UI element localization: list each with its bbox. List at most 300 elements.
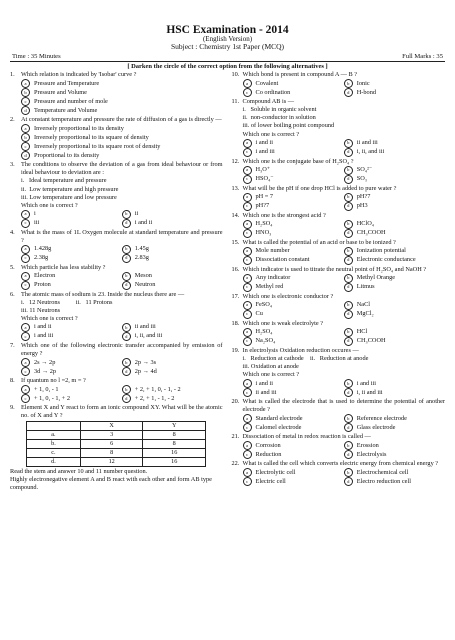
- answer-option-text: pH?7: [255, 202, 270, 210]
- answer-option[interactable]: [122, 281, 223, 290]
- answer-bubble[interactable]: b: [344, 139, 353, 148]
- question-item: [232, 293, 446, 319]
- answer-option[interactable]: [21, 97, 223, 106]
- question-number: 1.: [10, 71, 15, 79]
- exam-meta-row: [10, 53, 445, 62]
- question-number: 6.: [10, 290, 15, 298]
- answer-bubble[interactable]: b: [21, 88, 30, 97]
- question-statement: iii. Oxidation at anode: [242, 362, 299, 370]
- answer-bubble[interactable]: d: [344, 450, 353, 459]
- answer-bubble[interactable]: d: [122, 281, 131, 290]
- answer-option-text: 3d → 2p: [34, 367, 57, 375]
- answer-option[interactable]: [243, 310, 344, 319]
- answer-option[interactable]: [21, 367, 122, 376]
- question-item: [10, 342, 223, 376]
- answer-bubble[interactable]: a: [21, 124, 30, 133]
- question-stem: [10, 161, 223, 177]
- answer-bubble[interactable]: c: [243, 256, 252, 265]
- answer-option[interactable]: [21, 332, 122, 341]
- answer-bubble[interactable]: c: [243, 477, 252, 486]
- answer-option-text: Electron: [34, 272, 56, 280]
- answer-option[interactable]: [243, 283, 344, 292]
- answer-bubble[interactable]: a: [243, 220, 252, 229]
- answer-option-text: Pressure and number of mole: [34, 97, 108, 105]
- answer-option-text: H₃O⁺: [255, 166, 271, 174]
- answer-option[interactable]: [21, 142, 223, 151]
- answer-option[interactable]: [122, 323, 223, 332]
- table-cell: d.: [27, 458, 81, 467]
- answer-bubble[interactable]: b: [344, 328, 353, 337]
- answer-bubble[interactable]: a: [21, 272, 30, 281]
- question-item: [232, 239, 446, 265]
- answer-options: [232, 301, 446, 319]
- answer-bubble[interactable]: d: [344, 229, 353, 238]
- answer-option[interactable]: [243, 337, 344, 346]
- answer-option[interactable]: [243, 379, 344, 388]
- answer-option-text: Pressure and Volume: [34, 88, 87, 96]
- table-header-cell: X: [80, 422, 143, 431]
- answer-options: [232, 139, 446, 157]
- answer-option-text: pH = 7: [255, 193, 274, 201]
- answer-bubble[interactable]: d: [122, 254, 131, 263]
- answer-option[interactable]: [243, 229, 344, 238]
- question-stem: [232, 98, 446, 106]
- atomic-number-table: [26, 421, 206, 467]
- answer-bubble[interactable]: a: [243, 441, 252, 450]
- answer-bubble[interactable]: b: [344, 379, 353, 388]
- answer-bubble[interactable]: b: [122, 358, 131, 367]
- answer-bubble[interactable]: b: [344, 166, 353, 175]
- question-number: 3.: [10, 161, 15, 169]
- answer-bubble[interactable]: b: [344, 441, 353, 450]
- answer-option[interactable]: [243, 175, 344, 184]
- answer-bubble[interactable]: b: [122, 385, 131, 394]
- answer-options: [232, 220, 446, 238]
- answer-bubble[interactable]: a: [21, 323, 30, 332]
- answer-bubble[interactable]: d: [21, 151, 30, 160]
- answer-option[interactable]: [344, 301, 445, 310]
- answer-bubble[interactable]: b: [344, 274, 353, 283]
- answer-options: [232, 274, 446, 292]
- answer-option-text: Covalent: [255, 79, 279, 87]
- answer-option[interactable]: [344, 423, 445, 432]
- question-text: The conditions to observe the deviation of a gas from ideal behaviour or from ideal behaviour to deviation are :: [21, 161, 223, 177]
- answer-bubble[interactable]: c: [243, 88, 252, 97]
- answer-option-text: i and iii: [255, 148, 275, 156]
- answer-bubble[interactable]: c: [243, 202, 252, 211]
- question-number: 2.: [10, 116, 15, 124]
- answer-option-text: + 2, + 1, - 1, - 2: [134, 394, 175, 402]
- answer-option-text: FeSO₄: [255, 301, 273, 309]
- answer-bubble[interactable]: b: [122, 323, 131, 332]
- answer-option[interactable]: [344, 88, 445, 97]
- answer-bubble[interactable]: d: [344, 388, 353, 397]
- question-prompt: Which one is correct ?: [21, 201, 78, 209]
- answer-option-text: H-bond: [356, 88, 376, 96]
- table-cell: a.: [27, 431, 81, 440]
- answer-option[interactable]: [344, 283, 445, 292]
- answer-option-text: ii and iii: [255, 388, 277, 396]
- answer-option-text: Inversely proportional to its density: [34, 124, 124, 132]
- answer-option[interactable]: [344, 220, 445, 229]
- answer-bubble[interactable]: c: [243, 148, 252, 157]
- answer-option[interactable]: [344, 193, 445, 202]
- question-text: What is the mass of 1L Oxygen molecule at standard temperature and pressure ?: [21, 228, 223, 244]
- question-item: [232, 98, 446, 156]
- answer-option[interactable]: [243, 477, 344, 486]
- answer-bubble[interactable]: b: [344, 468, 353, 477]
- answer-option-text: i, ii, and iii: [356, 148, 385, 156]
- answer-bubble[interactable]: a: [243, 414, 252, 423]
- question-item: [232, 347, 446, 397]
- question-stem: [232, 71, 446, 79]
- answer-option[interactable]: [21, 272, 122, 281]
- answer-options: [10, 245, 223, 263]
- answer-option[interactable]: [243, 414, 344, 423]
- answer-bubble[interactable]: a: [21, 210, 30, 219]
- question-statement: i. Ideal temperature and pressure: [21, 177, 107, 185]
- answer-bubble[interactable]: b: [122, 210, 131, 219]
- answer-option-text: Any indicator: [255, 274, 291, 282]
- question-item: [232, 158, 446, 184]
- answer-bubble[interactable]: a: [243, 247, 252, 256]
- exam-marks: Full Marks : 35: [402, 53, 443, 61]
- answer-option[interactable]: [243, 79, 344, 88]
- answer-options: [232, 379, 446, 397]
- answer-bubble[interactable]: d: [344, 423, 353, 432]
- answer-option[interactable]: [344, 175, 445, 184]
- answer-option[interactable]: [344, 441, 445, 450]
- question-stem: [232, 239, 446, 247]
- table-row: [27, 440, 206, 449]
- answer-option[interactable]: [344, 274, 445, 283]
- question-stem: [10, 229, 223, 245]
- answer-option[interactable]: [21, 281, 122, 290]
- question-text: Which one is the conjugate base of H₂SO₄ ?: [242, 157, 354, 165]
- stem-passage: Read the stem and answer 10 and 11 number question.: [10, 468, 148, 476]
- answer-option[interactable]: [122, 367, 223, 376]
- answer-bubble[interactable]: c: [243, 450, 252, 459]
- answer-option[interactable]: [344, 337, 445, 346]
- question-text: What is called the cell which converts electric energy from chemical energy ?: [242, 460, 439, 468]
- answer-options: [10, 124, 223, 160]
- question-stem: [232, 433, 446, 441]
- table-header-cell: Y: [143, 422, 206, 431]
- answer-bubble[interactable]: b: [344, 247, 353, 256]
- answer-option[interactable]: [243, 328, 344, 337]
- answer-bubble[interactable]: c: [243, 175, 252, 184]
- answer-options: [232, 247, 446, 265]
- question-statement: i. Reduction at cathode ii. Reduction at anode: [242, 354, 369, 362]
- answer-bubble[interactable]: a: [21, 358, 30, 367]
- answer-options: [10, 272, 223, 290]
- answer-option[interactable]: [21, 358, 122, 367]
- answer-option-text: SO₄²⁻: [356, 166, 373, 174]
- answer-option-text: CH₃COOH: [356, 337, 386, 345]
- answer-option[interactable]: [344, 414, 445, 423]
- answer-option[interactable]: [243, 148, 344, 157]
- table-header-row: [27, 422, 206, 431]
- answer-option[interactable]: [344, 256, 445, 265]
- question-item: [10, 404, 223, 420]
- answer-option[interactable]: [243, 274, 344, 283]
- answer-bubble[interactable]: c: [243, 388, 252, 397]
- table-cell: 6: [80, 440, 143, 449]
- answer-bubble[interactable]: d: [344, 337, 353, 346]
- question-text: Which relation is indicated by 'Isobar' curve ?: [21, 71, 137, 79]
- answer-option[interactable]: [21, 219, 122, 228]
- answer-option-text: 1.45g: [134, 245, 149, 253]
- answer-option[interactable]: [344, 79, 445, 88]
- answer-option-text: CH₃COOH: [356, 229, 386, 237]
- question-stem: [232, 347, 446, 355]
- answer-bubble[interactable]: c: [243, 423, 252, 432]
- answer-option-text: Inversely proportional to its square root of density: [34, 142, 161, 150]
- answer-options: [232, 166, 446, 184]
- answer-option[interactable]: [243, 202, 344, 211]
- table-cell: b.: [27, 440, 81, 449]
- exam-title: HSC Examination - 2014: [166, 24, 289, 36]
- answer-option[interactable]: [243, 220, 344, 229]
- answer-option[interactable]: [21, 88, 223, 97]
- answer-option[interactable]: [21, 210, 122, 219]
- question-number: 8.: [10, 377, 15, 385]
- answer-option[interactable]: [344, 328, 445, 337]
- answer-option[interactable]: [243, 441, 344, 450]
- answer-bubble[interactable]: b: [344, 220, 353, 229]
- answer-bubble[interactable]: d: [122, 367, 131, 376]
- answer-bubble[interactable]: c: [21, 254, 30, 263]
- answer-option[interactable]: [122, 245, 223, 254]
- answer-option[interactable]: [21, 245, 122, 254]
- answer-option-text: i and ii: [34, 323, 52, 331]
- question-item: [10, 229, 223, 263]
- answer-options: [10, 385, 223, 403]
- answer-bubble[interactable]: a: [243, 301, 252, 310]
- answer-option[interactable]: [344, 229, 445, 238]
- question-text: Which one is electronic conductor ?: [242, 292, 334, 300]
- question-text: In electrolysis Oxidation reduction occures —: [242, 346, 359, 354]
- question-statement: ii. non-conductor in solution: [242, 114, 316, 122]
- answer-option[interactable]: [344, 450, 445, 459]
- answer-option-text: Mole number: [255, 247, 290, 255]
- answer-bubble[interactable]: c: [21, 219, 30, 228]
- answer-option[interactable]: [21, 394, 122, 403]
- answer-option[interactable]: [243, 193, 344, 202]
- answer-option-text: NaCl: [356, 301, 371, 309]
- table-row: [27, 449, 206, 458]
- question-number: 16.: [231, 265, 240, 273]
- answer-bubble[interactable]: a: [21, 245, 30, 254]
- answer-option-text: ii: [134, 210, 139, 218]
- answer-bubble[interactable]: c: [243, 337, 252, 346]
- question-text: Which one is the strongest acid ?: [242, 211, 326, 219]
- answer-option-text: ii and iii: [134, 323, 156, 331]
- answer-option[interactable]: [122, 254, 223, 263]
- answer-bubble[interactable]: a: [243, 274, 252, 283]
- question-item: [10, 291, 223, 341]
- answer-bubble[interactable]: c: [243, 229, 252, 238]
- question-text: What is called the potential of an acid or base to be ionized ?: [242, 238, 396, 246]
- answer-bubble[interactable]: c: [21, 394, 30, 403]
- answer-bubble[interactable]: a: [243, 139, 252, 148]
- question-text: Which particle has less stability ?: [21, 263, 106, 271]
- answer-bubble[interactable]: c: [243, 283, 252, 292]
- answer-bubble[interactable]: d: [344, 310, 353, 319]
- answer-option[interactable]: [243, 388, 344, 397]
- answer-bubble[interactable]: b: [21, 133, 30, 142]
- table-cell: c.: [27, 449, 81, 458]
- answer-bubble[interactable]: d: [344, 148, 353, 157]
- answer-bubble[interactable]: b: [122, 245, 131, 254]
- answer-bubble[interactable]: d: [344, 175, 353, 184]
- table-cell: 12: [80, 458, 143, 467]
- answer-option[interactable]: [344, 468, 445, 477]
- answer-option[interactable]: [122, 332, 223, 341]
- answer-bubble[interactable]: c: [21, 97, 30, 106]
- answer-bubble[interactable]: a: [243, 379, 252, 388]
- answer-options: [232, 441, 446, 459]
- answer-option[interactable]: [122, 394, 223, 403]
- question-number: 14.: [231, 211, 240, 219]
- answer-bubble[interactable]: c: [21, 281, 30, 290]
- question-text: Dissociation of metal in redox reaction is called —: [242, 433, 371, 441]
- answer-option[interactable]: [122, 358, 223, 367]
- answer-option-text: i, ii, and iii: [134, 332, 163, 340]
- answer-option[interactable]: [344, 477, 445, 486]
- question-number: 19.: [231, 346, 240, 354]
- answer-option[interactable]: [21, 133, 223, 142]
- answer-bubble[interactable]: d: [344, 477, 353, 486]
- answer-option[interactable]: [243, 139, 344, 148]
- answer-option[interactable]: [344, 202, 445, 211]
- answer-option[interactable]: [21, 79, 223, 88]
- question-number: 22.: [231, 460, 240, 468]
- question-number: 18.: [231, 319, 240, 327]
- question-text: Which bond is present in compound A — B ?: [242, 71, 358, 79]
- answer-bubble[interactable]: b: [122, 272, 131, 281]
- answer-option[interactable]: [21, 151, 223, 160]
- answer-option-text: pH3: [356, 202, 368, 210]
- answer-option[interactable]: [122, 385, 223, 394]
- answer-option-text: Na₂SO₄: [255, 337, 276, 345]
- answer-bubble[interactable]: d: [344, 256, 353, 265]
- answer-option[interactable]: [122, 219, 223, 228]
- answer-option[interactable]: [21, 106, 223, 115]
- answer-option[interactable]: [21, 124, 223, 133]
- answer-option[interactable]: [21, 323, 122, 332]
- answer-option[interactable]: [243, 247, 344, 256]
- question-number: 20.: [231, 398, 240, 406]
- answer-bubble[interactable]: d: [122, 219, 131, 228]
- answer-bubble[interactable]: b: [344, 414, 353, 423]
- answer-option-text: 2p → 4d: [134, 367, 157, 375]
- answer-bubble[interactable]: d: [21, 106, 30, 115]
- question-item: [232, 398, 446, 432]
- answer-option[interactable]: [344, 166, 445, 175]
- answer-bubble[interactable]: a: [21, 385, 30, 394]
- answer-option[interactable]: [243, 468, 344, 477]
- answer-bubble[interactable]: c: [243, 310, 252, 319]
- answer-options: [232, 328, 446, 346]
- answer-option[interactable]: [21, 385, 122, 394]
- answer-option[interactable]: [344, 310, 445, 319]
- exam-header: [10, 24, 445, 51]
- left-column: [10, 71, 228, 492]
- question-stem: [232, 185, 446, 193]
- answer-option[interactable]: [21, 254, 122, 263]
- question-number: 12.: [231, 157, 240, 165]
- answer-option[interactable]: [122, 272, 223, 281]
- exam-version: (English Version): [202, 35, 253, 44]
- question-stem: [232, 266, 446, 274]
- answer-bubble[interactable]: d: [122, 394, 131, 403]
- answer-bubble[interactable]: b: [344, 193, 353, 202]
- answer-option[interactable]: [243, 423, 344, 432]
- table-row: [27, 458, 206, 467]
- question-text: Compound AB is —: [242, 98, 295, 106]
- question-item: [10, 264, 223, 290]
- question-stem: [232, 398, 446, 414]
- question-stem: [232, 293, 446, 301]
- answer-option[interactable]: [243, 88, 344, 97]
- answer-option-text: i and iii: [356, 379, 376, 387]
- question-text: Which indicator is used to titrate the neutral point of H₂SO₄ and NaOH ?: [242, 265, 427, 273]
- answer-option-text: Litmus: [356, 283, 375, 291]
- answer-option[interactable]: [344, 148, 445, 157]
- answer-bubble[interactable]: c: [21, 367, 30, 376]
- answer-option[interactable]: [243, 301, 344, 310]
- answer-bubble[interactable]: a: [243, 166, 252, 175]
- answer-bubble[interactable]: a: [21, 79, 30, 88]
- answer-option[interactable]: [344, 247, 445, 256]
- answer-bubble[interactable]: a: [243, 79, 252, 88]
- answer-option-text: Dissociation constant: [255, 256, 310, 264]
- question-stem: [10, 377, 223, 385]
- answer-option[interactable]: [243, 450, 344, 459]
- answer-bubble[interactable]: d: [344, 202, 353, 211]
- answer-options: [232, 414, 446, 432]
- answer-option[interactable]: [243, 166, 344, 175]
- answer-bubble[interactable]: b: [344, 79, 353, 88]
- answer-option-text: Standard electrode: [255, 414, 303, 422]
- answer-bubble[interactable]: d: [344, 88, 353, 97]
- answer-bubble[interactable]: d: [122, 332, 131, 341]
- answer-option-text: MgCl₂: [356, 310, 374, 318]
- question-item: [232, 185, 446, 211]
- answer-bubble[interactable]: c: [21, 332, 30, 341]
- answer-bubble[interactable]: d: [344, 283, 353, 292]
- exam-time: Time : 35 Minutes: [12, 53, 61, 61]
- answer-option[interactable]: [344, 388, 445, 397]
- answer-option[interactable]: [344, 139, 445, 148]
- answer-option[interactable]: [344, 379, 445, 388]
- answer-option[interactable]: [122, 210, 223, 219]
- right-column: [228, 71, 446, 492]
- answer-option-text: i, ii and iii: [356, 388, 383, 396]
- answer-bubble[interactable]: a: [243, 193, 252, 202]
- answer-bubble[interactable]: c: [21, 142, 30, 151]
- answer-option-text: Meson: [134, 272, 152, 280]
- answer-bubble[interactable]: a: [243, 328, 252, 337]
- answer-bubble[interactable]: a: [243, 468, 252, 477]
- answer-option-text: Ionic: [356, 79, 370, 87]
- answer-bubble[interactable]: b: [344, 301, 353, 310]
- answer-option-text: HCl: [356, 328, 368, 336]
- answer-option[interactable]: [243, 256, 344, 265]
- answer-option-text: Proportional to its density: [34, 151, 100, 159]
- exam-instruction: [ Darken the circle of the correct option from the following alternatives ]: [127, 63, 328, 71]
